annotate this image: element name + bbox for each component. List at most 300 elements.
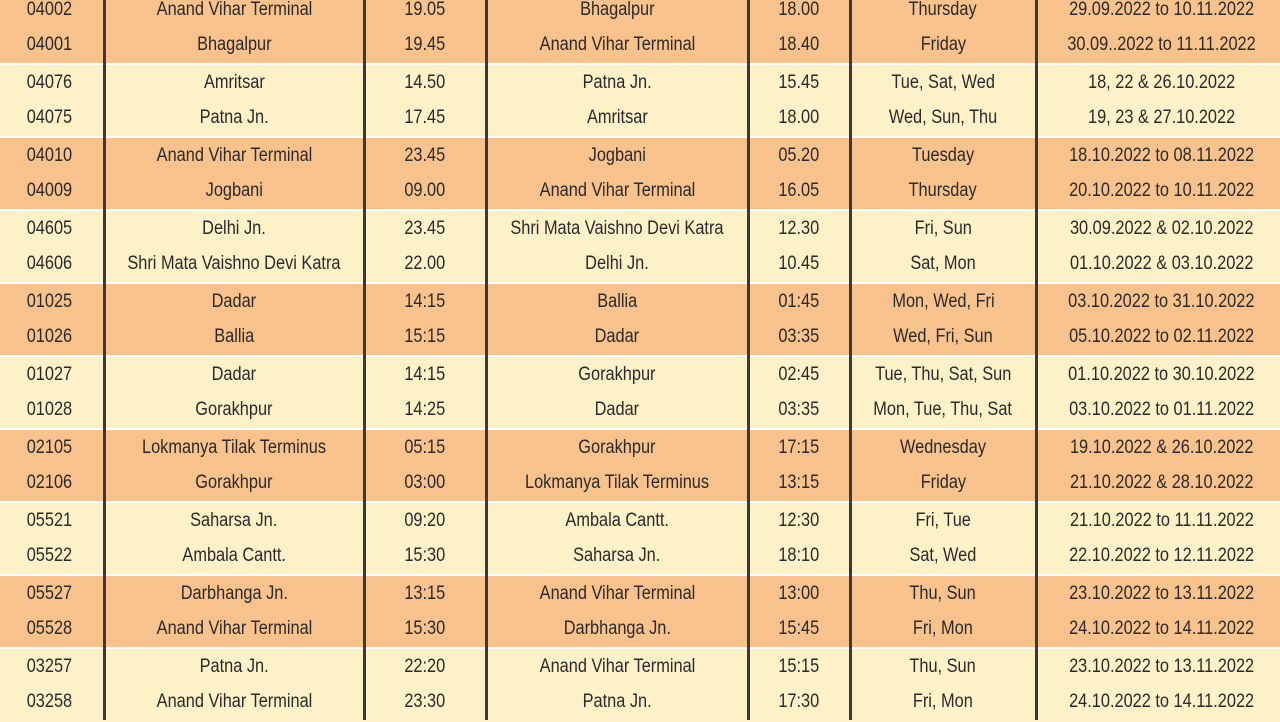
- table-row: [0, 247, 1280, 284]
- train-number-cell-text: 03257: [26, 655, 72, 677]
- train-number-cell-text: 04009: [26, 180, 72, 202]
- origin-station-cell: [104, 137, 364, 174]
- destination-station-cell-text: Gorakhpur: [578, 436, 656, 458]
- service-period-cell-text: 01.10.2022 to 30.10.2022: [1068, 363, 1255, 385]
- arrival-time-cell: [748, 28, 850, 65]
- days-of-run-cell: [850, 356, 1036, 393]
- origin-station-cell: [104, 502, 364, 539]
- destination-station-cell: [486, 210, 748, 247]
- departure-time-cell-text: 17.45: [404, 107, 446, 129]
- days-of-run-cell: [850, 612, 1036, 649]
- origin-station-cell: [104, 612, 364, 649]
- service-period-cell: [1036, 539, 1280, 576]
- days-of-run-cell: [850, 320, 1036, 357]
- destination-station-cell-text: Ambala Cantt.: [565, 509, 669, 531]
- departure-time-cell-text: 23.45: [404, 217, 446, 239]
- train-number-cell: [0, 101, 104, 138]
- service-period-cell-text: 29.09.2022 to 10.11.2022: [1069, 0, 1255, 20]
- service-period-cell: [1036, 283, 1280, 320]
- departure-time-cell: [364, 502, 486, 539]
- arrival-time-cell-text: 12:30: [778, 509, 820, 531]
- days-of-run-cell-text: Fri, Mon: [913, 618, 973, 640]
- arrival-time-cell-text: 13:15: [778, 472, 820, 494]
- departure-time-cell: [364, 320, 486, 357]
- departure-time-cell: [364, 575, 486, 612]
- service-period-cell: [1036, 247, 1280, 284]
- arrival-time-cell: [748, 210, 850, 247]
- departure-time-cell-text: 23:30: [404, 691, 446, 713]
- origin-station-cell-text: Shri Mata Vaishno Devi Katra: [127, 253, 341, 275]
- departure-time-cell: [364, 247, 486, 284]
- destination-station-cell: [486, 320, 748, 357]
- origin-station-cell: [104, 0, 364, 28]
- train-number-cell: [0, 429, 104, 466]
- destination-station-cell: [486, 247, 748, 284]
- destination-station-cell: [486, 393, 748, 430]
- days-of-run-cell-text: Thursday: [908, 180, 978, 202]
- departure-time-cell: [364, 648, 486, 685]
- departure-time-cell: [364, 393, 486, 430]
- origin-station-cell-text: Dadar: [211, 290, 257, 312]
- service-period-cell-text: 18.10.2022 to 08.11.2022: [1069, 144, 1255, 166]
- days-of-run-cell: [850, 174, 1036, 211]
- departure-time-cell-text: 15:15: [404, 326, 446, 348]
- days-of-run-cell: [850, 137, 1036, 174]
- destination-station-cell-text: Lokmanya Tilak Terminus: [524, 472, 710, 494]
- departure-time-cell: [364, 101, 486, 138]
- days-of-run-cell-text: Tue, Thu, Sat, Sun: [874, 363, 1012, 385]
- departure-time-cell-text: 14.50: [404, 71, 446, 93]
- service-period-cell-text: 03.10.2022 to 31.10.2022: [1068, 290, 1255, 312]
- arrival-time-cell: [748, 137, 850, 174]
- table-row: [0, 393, 1280, 430]
- departure-time-cell-text: 15:30: [404, 618, 446, 640]
- train-number-cell-text: 01027: [26, 363, 72, 385]
- arrival-time-cell: [748, 612, 850, 649]
- departure-time-cell-text: 15:30: [404, 545, 446, 567]
- service-period-cell: [1036, 393, 1280, 430]
- table-row: [0, 502, 1280, 539]
- train-number-cell: [0, 64, 104, 101]
- destination-station-cell-text: Ballia: [597, 290, 637, 312]
- arrival-time-cell-text: 15.45: [778, 71, 820, 93]
- origin-station-cell-text: Bhagalpur: [196, 34, 272, 56]
- destination-station-cell-text: Anand Vihar Terminal: [539, 180, 695, 202]
- days-of-run-cell-text: Thu, Sun: [909, 582, 977, 604]
- destination-station-cell: [486, 174, 748, 211]
- table-row: [0, 356, 1280, 393]
- days-of-run-cell-text: Sat, Mon: [910, 253, 976, 275]
- train-number-cell: [0, 575, 104, 612]
- service-period-cell: [1036, 320, 1280, 357]
- service-period-cell-text: 19, 23 & 27.10.2022: [1088, 107, 1236, 129]
- train-number-cell-text: 05528: [26, 618, 72, 640]
- origin-station-cell: [104, 429, 364, 466]
- arrival-time-cell-text: 17:15: [778, 436, 820, 458]
- arrival-time-cell-text: 18.40: [778, 34, 820, 56]
- table-row: [0, 575, 1280, 612]
- destination-station-cell-text: Jogbani: [588, 144, 646, 166]
- destination-station-cell: [486, 101, 748, 138]
- departure-time-cell-text: 03:00: [404, 472, 446, 494]
- departure-time-cell: [364, 0, 486, 28]
- service-period-cell-text: 24.10.2022 to 14.11.2022: [1069, 691, 1255, 713]
- origin-station-cell: [104, 320, 364, 357]
- train-number-cell-text: 04001: [26, 34, 72, 56]
- train-number-cell-text: 05522: [26, 545, 72, 567]
- departure-time-cell: [364, 612, 486, 649]
- service-period-cell-text: 05.10.2022 to 02.11.2022: [1069, 326, 1255, 348]
- destination-station-cell-text: Anand Vihar Terminal: [539, 655, 695, 677]
- table-row: [0, 283, 1280, 320]
- service-period-cell-text: 21.10.2022 to 11.11.2022: [1069, 509, 1254, 531]
- destination-station-cell: [486, 429, 748, 466]
- service-period-cell: [1036, 648, 1280, 685]
- arrival-time-cell-text: 10.45: [778, 253, 820, 275]
- destination-station-cell-text: Dadar: [594, 399, 640, 421]
- destination-station-cell-text: Patna Jn.: [582, 71, 652, 93]
- departure-time-cell-text: 22:20: [404, 655, 446, 677]
- service-period-cell-text: 03.10.2022 to 01.11.2022: [1069, 399, 1255, 421]
- origin-station-cell: [104, 283, 364, 320]
- departure-time-cell-text: 14:15: [404, 363, 446, 385]
- origin-station-cell-text: Lokmanya Tilak Terminus: [141, 436, 327, 458]
- days-of-run-cell: [850, 210, 1036, 247]
- table-row: [0, 466, 1280, 503]
- arrival-time-cell-text: 16.05: [778, 180, 820, 202]
- destination-station-cell: [486, 539, 748, 576]
- destination-station-cell-text: Dadar: [594, 326, 640, 348]
- departure-time-cell-text: 09.00: [404, 180, 446, 202]
- arrival-time-cell-text: 15:15: [778, 655, 820, 677]
- destination-station-cell: [486, 466, 748, 503]
- departure-time-cell: [364, 174, 486, 211]
- destination-station-cell: [486, 64, 748, 101]
- arrival-time-cell: [748, 320, 850, 357]
- days-of-run-cell-text: Wed, Fri, Sun: [893, 326, 993, 348]
- service-period-cell-text: 30.09.2022 & 02.10.2022: [1069, 217, 1254, 239]
- origin-station-cell: [104, 174, 364, 211]
- days-of-run-cell-text: Thursday: [908, 0, 978, 20]
- service-period-cell-text: 20.10.2022 to 10.11.2022: [1069, 180, 1255, 202]
- service-period-cell: [1036, 685, 1280, 721]
- origin-station-cell-text: Anand Vihar Terminal: [156, 618, 312, 640]
- arrival-time-cell: [748, 101, 850, 138]
- service-period-cell-text: 19.10.2022 & 26.10.2022: [1069, 436, 1254, 458]
- destination-station-cell: [486, 283, 748, 320]
- days-of-run-cell-text: Friday: [920, 34, 966, 56]
- service-period-cell-text: 24.10.2022 to 14.11.2022: [1069, 618, 1255, 640]
- arrival-time-cell-text: 03:35: [778, 326, 820, 348]
- table-row: [0, 28, 1280, 65]
- arrival-time-cell-text: 05.20: [778, 144, 820, 166]
- service-period-cell: [1036, 356, 1280, 393]
- arrival-time-cell: [748, 502, 850, 539]
- origin-station-cell-text: Delhi Jn.: [202, 217, 266, 239]
- departure-time-cell-text: 09:20: [404, 509, 446, 531]
- days-of-run-cell-text: Tuesday: [911, 144, 975, 166]
- service-period-cell: [1036, 28, 1280, 65]
- origin-station-cell: [104, 101, 364, 138]
- train-number-cell: [0, 137, 104, 174]
- destination-station-cell: [486, 612, 748, 649]
- days-of-run-cell: [850, 466, 1036, 503]
- table-row: [0, 174, 1280, 211]
- train-number-cell: [0, 393, 104, 430]
- destination-station-cell-text: Amritsar: [586, 107, 648, 129]
- service-period-cell: [1036, 64, 1280, 101]
- days-of-run-cell: [850, 393, 1036, 430]
- train-number-cell-text: 05521: [26, 509, 72, 531]
- departure-time-cell-text: 13:15: [404, 582, 446, 604]
- train-number-cell-text: 01028: [26, 399, 72, 421]
- arrival-time-cell: [748, 429, 850, 466]
- days-of-run-cell: [850, 502, 1036, 539]
- origin-station-cell-text: Ballia: [214, 326, 254, 348]
- departure-time-cell: [364, 429, 486, 466]
- service-period-cell: [1036, 575, 1280, 612]
- arrival-time-cell-text: 18.00: [778, 107, 820, 129]
- service-period-cell-text: 18, 22 & 26.10.2022: [1088, 71, 1236, 93]
- origin-station-cell-text: Gorakhpur: [195, 472, 273, 494]
- origin-station-cell-text: Anand Vihar Terminal: [156, 691, 312, 713]
- days-of-run-cell: [850, 575, 1036, 612]
- days-of-run-cell: [850, 64, 1036, 101]
- table-row: [0, 101, 1280, 138]
- origin-station-cell-text: Anand Vihar Terminal: [156, 144, 312, 166]
- days-of-run-cell-text: Sat, Wed: [909, 545, 977, 567]
- train-number-cell-text: 04010: [26, 144, 72, 166]
- destination-station-cell: [486, 28, 748, 65]
- service-period-cell: [1036, 0, 1280, 28]
- arrival-time-cell-text: 15:45: [778, 618, 820, 640]
- origin-station-cell-text: Anand Vihar Terminal: [156, 0, 312, 20]
- destination-station-cell-text: Darbhanga Jn.: [563, 618, 671, 640]
- departure-time-cell: [364, 137, 486, 174]
- train-number-cell: [0, 356, 104, 393]
- days-of-run-cell-text: Wednesday: [900, 436, 986, 458]
- service-period-cell-text: 22.10.2022 to 12.11.2022: [1069, 545, 1255, 567]
- train-number-cell-text: 05527: [26, 582, 72, 604]
- table-row: [0, 648, 1280, 685]
- service-period-cell: [1036, 101, 1280, 138]
- days-of-run-cell-text: Tue, Sat, Wed: [891, 71, 995, 93]
- origin-station-cell: [104, 685, 364, 721]
- days-of-run-cell-text: Mon, Wed, Fri: [891, 290, 995, 312]
- table-row: [0, 612, 1280, 649]
- origin-station-cell: [104, 356, 364, 393]
- train-number-cell: [0, 283, 104, 320]
- days-of-run-cell: [850, 247, 1036, 284]
- origin-station-cell: [104, 210, 364, 247]
- departure-time-cell-text: 23.45: [404, 144, 446, 166]
- table-row: [0, 0, 1280, 28]
- arrival-time-cell-text: 12.30: [778, 217, 820, 239]
- days-of-run-cell: [850, 685, 1036, 721]
- days-of-run-cell: [850, 648, 1036, 685]
- arrival-time-cell-text: 01:45: [778, 290, 820, 312]
- train-number-cell: [0, 28, 104, 65]
- destination-station-cell-text: Shri Mata Vaishno Devi Katra: [510, 217, 724, 239]
- days-of-run-cell-text: Fri, Tue: [915, 509, 971, 531]
- table-row: [0, 320, 1280, 357]
- service-period-cell-text: 30.09..2022 to 11.11.2022: [1067, 34, 1256, 56]
- destination-station-cell-text: Bhagalpur: [579, 0, 655, 20]
- origin-station-cell: [104, 466, 364, 503]
- departure-time-cell: [364, 28, 486, 65]
- destination-station-cell-text: Delhi Jn.: [585, 253, 649, 275]
- days-of-run-cell: [850, 283, 1036, 320]
- origin-station-cell: [104, 28, 364, 65]
- service-period-cell: [1036, 210, 1280, 247]
- arrival-time-cell-text: 13:00: [778, 582, 820, 604]
- train-number-cell: [0, 466, 104, 503]
- days-of-run-cell-text: Fri, Sun: [914, 217, 972, 239]
- departure-time-cell: [364, 356, 486, 393]
- arrival-time-cell: [748, 247, 850, 284]
- train-number-cell: [0, 320, 104, 357]
- origin-station-cell: [104, 539, 364, 576]
- service-period-cell: [1036, 612, 1280, 649]
- destination-station-cell-text: Saharsa Jn.: [573, 545, 661, 567]
- days-of-run-cell-text: Wed, Sun, Thu: [888, 107, 998, 129]
- days-of-run-cell: [850, 539, 1036, 576]
- origin-station-cell: [104, 575, 364, 612]
- days-of-run-cell-text: Friday: [920, 472, 966, 494]
- train-number-cell-text: 02106: [26, 472, 72, 494]
- train-number-cell: [0, 612, 104, 649]
- destination-station-cell: [486, 502, 748, 539]
- service-period-cell: [1036, 502, 1280, 539]
- service-period-cell: [1036, 137, 1280, 174]
- table-row: [0, 137, 1280, 174]
- arrival-time-cell: [748, 539, 850, 576]
- arrival-time-cell: [748, 0, 850, 28]
- train-number-cell-text: 04605: [26, 217, 72, 239]
- train-number-cell-text: 04606: [26, 253, 72, 275]
- days-of-run-cell: [850, 101, 1036, 138]
- origin-station-cell-text: Dadar: [211, 363, 257, 385]
- service-period-cell: [1036, 429, 1280, 466]
- service-period-cell-text: 23.10.2022 to 13.11.2022: [1069, 582, 1255, 604]
- destination-station-cell: [486, 356, 748, 393]
- origin-station-cell-text: Ambala Cantt.: [182, 545, 286, 567]
- train-number-cell: [0, 210, 104, 247]
- departure-time-cell-text: 14:25: [404, 399, 446, 421]
- table-row: [0, 210, 1280, 247]
- train-number-cell-text: 04076: [26, 71, 72, 93]
- arrival-time-cell: [748, 648, 850, 685]
- destination-station-cell: [486, 137, 748, 174]
- arrival-time-cell: [748, 356, 850, 393]
- departure-time-cell: [364, 685, 486, 721]
- train-number-cell: [0, 685, 104, 721]
- table-row: [0, 539, 1280, 576]
- destination-station-cell-text: Patna Jn.: [582, 691, 652, 713]
- train-number-cell: [0, 539, 104, 576]
- service-period-cell: [1036, 466, 1280, 503]
- origin-station-cell-text: Saharsa Jn.: [190, 509, 278, 531]
- destination-station-cell: [486, 0, 748, 28]
- train-number-cell-text: 01025: [26, 290, 72, 312]
- destination-station-cell-text: Anand Vihar Terminal: [539, 582, 695, 604]
- origin-station-cell-text: Patna Jn.: [199, 655, 269, 677]
- arrival-time-cell: [748, 685, 850, 721]
- service-period-cell-text: 21.10.2022 & 28.10.2022: [1069, 472, 1254, 494]
- origin-station-cell-text: Jogbani: [205, 180, 263, 202]
- destination-station-cell-text: Gorakhpur: [578, 363, 656, 385]
- days-of-run-cell-text: Mon, Tue, Thu, Sat: [873, 399, 1013, 421]
- train-number-cell-text: 04075: [26, 107, 72, 129]
- service-period-cell: [1036, 174, 1280, 211]
- origin-station-cell-text: Amritsar: [203, 71, 265, 93]
- arrival-time-cell-text: 18.00: [778, 0, 820, 20]
- departure-time-cell-text: 05:15: [404, 436, 446, 458]
- train-number-cell: [0, 502, 104, 539]
- destination-station-cell-text: Anand Vihar Terminal: [539, 34, 695, 56]
- origin-station-cell: [104, 247, 364, 284]
- destination-station-cell: [486, 575, 748, 612]
- origin-station-cell-text: Gorakhpur: [195, 399, 273, 421]
- days-of-run-cell-text: Thu, Sun: [909, 655, 977, 677]
- train-number-cell: [0, 247, 104, 284]
- departure-time-cell: [364, 539, 486, 576]
- train-number-cell: [0, 648, 104, 685]
- origin-station-cell: [104, 648, 364, 685]
- arrival-time-cell: [748, 466, 850, 503]
- arrival-time-cell-text: 18:10: [778, 545, 820, 567]
- train-number-cell-text: 02105: [26, 436, 72, 458]
- departure-time-cell: [364, 210, 486, 247]
- days-of-run-cell: [850, 429, 1036, 466]
- days-of-run-cell-text: Fri, Mon: [913, 691, 973, 713]
- arrival-time-cell: [748, 393, 850, 430]
- arrival-time-cell-text: 03:35: [778, 399, 820, 421]
- arrival-time-cell: [748, 64, 850, 101]
- train-number-cell-text: 01026: [26, 326, 72, 348]
- train-number-cell: [0, 174, 104, 211]
- destination-station-cell: [486, 648, 748, 685]
- table-row: [0, 429, 1280, 466]
- origin-station-cell: [104, 64, 364, 101]
- destination-station-cell: [486, 685, 748, 721]
- departure-time-cell-text: 19.45: [404, 34, 446, 56]
- departure-time-cell: [364, 283, 486, 320]
- train-number-cell: [0, 0, 104, 28]
- origin-station-cell-text: Darbhanga Jn.: [180, 582, 288, 604]
- departure-time-cell-text: 19.05: [404, 0, 446, 20]
- days-of-run-cell: [850, 28, 1036, 65]
- arrival-time-cell: [748, 575, 850, 612]
- days-of-run-cell: [850, 0, 1036, 28]
- arrival-time-cell-text: 17:30: [778, 691, 820, 713]
- service-period-cell-text: 01.10.2022 & 03.10.2022: [1069, 253, 1254, 275]
- train-number-cell-text: 03258: [26, 691, 72, 713]
- service-period-cell-text: 23.10.2022 to 13.11.2022: [1069, 655, 1255, 677]
- departure-time-cell: [364, 64, 486, 101]
- table-row: [0, 64, 1280, 101]
- origin-station-cell-text: Patna Jn.: [199, 107, 269, 129]
- departure-time-cell-text: 14:15: [404, 290, 446, 312]
- departure-time-cell: [364, 466, 486, 503]
- arrival-time-cell: [748, 283, 850, 320]
- arrival-time-cell: [748, 174, 850, 211]
- arrival-time-cell-text: 02:45: [778, 363, 820, 385]
- table-row: [0, 685, 1280, 721]
- origin-station-cell: [104, 393, 364, 430]
- departure-time-cell-text: 22.00: [404, 253, 446, 275]
- train-number-cell-text: 04002: [26, 0, 72, 20]
